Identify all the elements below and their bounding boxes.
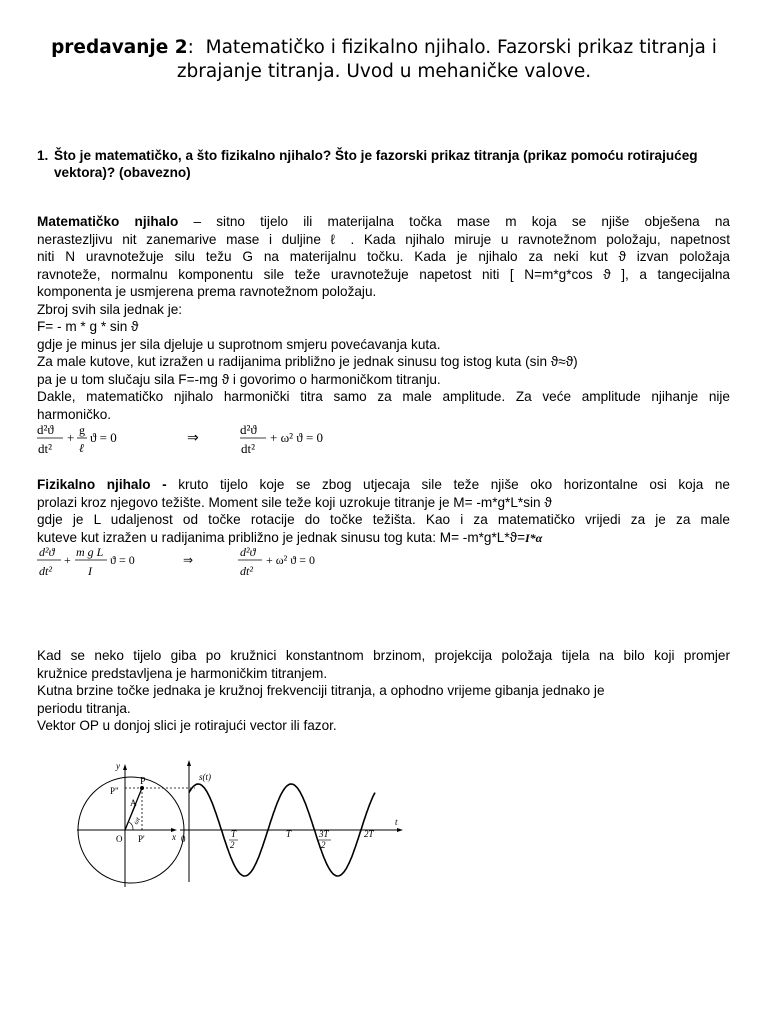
math-line-4: ravnoteže, normalnu komponentu sile teže uravnotežuje napetost niti [ N=m*g*cos ϑ ], a tangecijalna xyxy=(37,266,730,282)
svg-text:+: + xyxy=(67,430,75,445)
svg-text:d²ϑ: d²ϑ xyxy=(240,545,256,559)
phasor-figure xyxy=(70,752,420,887)
svg-text:ϑ = 0: ϑ = 0 xyxy=(90,430,117,445)
phasor-line-1: Kad se neko tijelo giba po kružnici konstantnom brzinom, projekcija položaja tijela na bilo koji promjer xyxy=(37,648,730,663)
svg-text:+: + xyxy=(64,553,71,567)
svg-text:dt²: dt² xyxy=(39,564,52,578)
question-number: 1. xyxy=(37,148,49,163)
svg-text:+ ω² ϑ = 0: + ω² ϑ = 0 xyxy=(270,430,324,445)
label-t: t xyxy=(395,817,398,827)
label-origin: 0 xyxy=(181,834,186,844)
title-colon: : xyxy=(187,37,194,58)
math-line-6: Zbroj svih sila jednak je: xyxy=(37,301,183,317)
phasor-line-3: Kutna brzine točke jednaka je kružnoj frekvenciji titranja, a ophodno vrijeme gibanja jednako je xyxy=(37,683,605,698)
label-p-y: P" xyxy=(110,786,119,796)
svg-text:dt²: dt² xyxy=(240,564,253,578)
math-line-5: komponenta je usmjerena prema ravnotežnom položaju. xyxy=(37,284,377,299)
svg-text:d²ϑ: d²ϑ xyxy=(37,422,54,437)
tick-3t-half-den: 2 xyxy=(321,840,326,850)
title-line-1: Matematičko i fizikalno njihalo. Fazorski prikaz titranja i xyxy=(205,37,717,58)
svg-text:ℓ: ℓ xyxy=(79,441,84,455)
math-line-10: pa je u tom slučaju sila F=-mg ϑ i govorimo o harmoničkom titranju. xyxy=(37,371,441,387)
label-p-x: P' xyxy=(138,834,145,844)
math-line-1: – sitno tijelo ili materijalna točka mase m koja se njiše obješena na xyxy=(193,214,730,229)
tick-t-half-den: 2 xyxy=(230,840,235,850)
math-line-9: Za male kutove, kut izražen u radijanima približno je jednak sinusu tog istog kuta (sin ϑ≈ϑ) xyxy=(37,354,578,369)
phys-line-1: kruto tijelo koje se zbog utjecaja sile teže njiše oko horizontalne osi koja ne xyxy=(178,477,730,492)
force-formula: F= - m * g * sin ϑ xyxy=(37,319,139,334)
svg-text:d²ϑ: d²ϑ xyxy=(240,422,257,437)
svg-text:d²ϑ: d²ϑ xyxy=(39,545,55,559)
tick-2t: 2T xyxy=(364,829,374,839)
math-pendulum-section xyxy=(37,213,730,423)
phasor-line-2: kružnice predstavljena je harmoničkim titranjem. xyxy=(37,665,328,681)
label-x: x xyxy=(172,832,176,842)
svg-text:ϑ = 0: ϑ = 0 xyxy=(110,553,135,567)
label-omega-t: ωt xyxy=(131,815,142,826)
equation-math-pendulum xyxy=(37,418,357,458)
equation-phys-pendulum xyxy=(37,543,357,583)
question-heading xyxy=(37,147,737,181)
label-y: y xyxy=(116,761,120,771)
math-line-11: Dakle, matematičko njihalo harmonički titra samo za male amplitude. Za veće amplitude njihanje nije xyxy=(37,389,730,404)
phys-pendulum-term: Fizikalno njihalo - xyxy=(37,477,167,492)
svg-text:dt²: dt² xyxy=(241,441,256,456)
svg-text:+ ω² ϑ = 0: + ω² ϑ = 0 xyxy=(266,553,315,567)
phys-line-3: gdje je L udaljenost od točke rotacije do točke težišta. Kao i za matematičko vrijedi za je za male xyxy=(37,512,730,527)
math-line-3: niti N uravnotežuje silu težu G na materijalnu točku. Kada je njihalo za neki kut ϑ izvan položaja xyxy=(37,249,730,264)
phys-pendulum-section xyxy=(37,476,730,547)
phasor-section xyxy=(37,647,730,735)
svg-text:m g L: m g L xyxy=(76,545,104,559)
page-title xyxy=(0,36,768,84)
phys-line-4-end: I*α xyxy=(525,530,543,545)
tick-3t-half-num: 3T xyxy=(319,829,329,839)
math-line-2: nerastezljivu nit zanemarive mase i duljine ℓ . Kada njihalo miruje u ravnotežnom položaju, napetnost xyxy=(37,231,730,247)
tick-t: T xyxy=(286,829,292,839)
title-line-2: zbrajanje titranja. Uvod u mehaničke valove. xyxy=(176,61,592,82)
label-a: A xyxy=(130,798,137,808)
label-o: O xyxy=(116,834,123,844)
svg-text:I: I xyxy=(88,564,92,578)
svg-text:⇒: ⇒ xyxy=(183,553,194,567)
svg-text:dt²: dt² xyxy=(38,441,53,456)
tick-t-half-num: T xyxy=(231,829,237,839)
label-p: P xyxy=(140,776,146,787)
phasor-line-5: Vektor OP u donjoj slici je rotirajući vector ili fazor. xyxy=(37,718,337,733)
question-text: Što je matematičko, a što fizikalno njihalo? Što je fazorski prikaz titranja (prikaz pomoću rotirajućeg vektora)? (obavezno) xyxy=(54,148,698,180)
title-bold: predavanje 2 xyxy=(51,37,188,58)
phys-line-4: kuteve kut izražen u radijanima približno je jednak sinusu tog kuta: M= -m*g*L*ϑ= xyxy=(37,529,526,545)
label-s-t: s(t) xyxy=(199,772,211,782)
implies-arrow-1: ⇒ xyxy=(187,431,199,446)
phys-line-2: prolazi kroz njegovo težište. Moment sile teže koji uzrokuje titranje je M= -m*g*L*sin ϑ xyxy=(37,494,552,510)
math-line-8: gdje je minus jer sila djeluje u suprotnom smjeru povećavanja kuta. xyxy=(37,336,441,352)
svg-text:g: g xyxy=(79,423,85,437)
math-pendulum-term: Matematičko njihalo xyxy=(37,214,179,229)
phasor-line-4: periodu titranja. xyxy=(37,700,131,716)
math-line-12: harmoničko. xyxy=(37,406,112,422)
